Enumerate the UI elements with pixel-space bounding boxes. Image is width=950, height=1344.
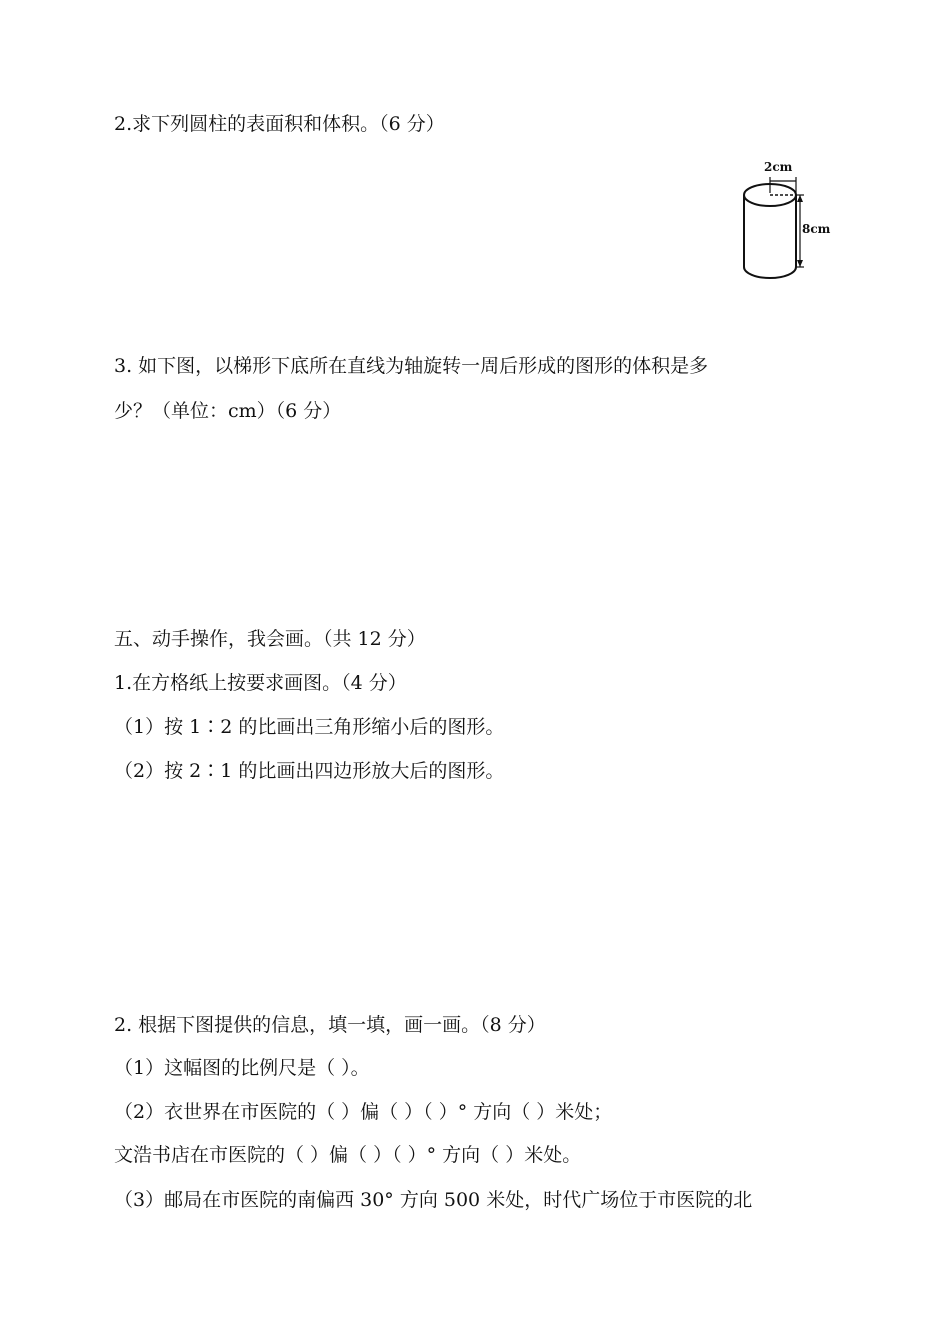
section-5-question-1-title: 1.在方格纸上按要求画图。（4 分）: [114, 672, 407, 694]
section-5-title: 五、动手操作，我会画。（共 12 分）: [114, 628, 426, 650]
diameter-label: 2cm: [764, 160, 793, 174]
cylinder-bottom-arc: [744, 267, 796, 278]
section-5-question-2-sub-2-line-2: 文浩书店在市医院的（ ）偏（ ）（ ）° 方向（ ）米处。: [114, 1144, 582, 1166]
height-label: 8cm: [802, 222, 831, 236]
section-5-question-2-title: 2. 根据下图提供的信息，填一填，画一画。（8 分）: [114, 1014, 546, 1036]
section-5-question-2-sub-2-line-1: （2）衣世界在市医院的（ ）偏（ ）（ ）° 方向（ ）米处；: [114, 1101, 613, 1123]
section-5-question-2-sub-1: （1）这幅图的比例尺是（ ）。: [114, 1057, 370, 1079]
section-5-question-1-sub-1: （1）按 1∶2 的比画出三角形缩小后的图形。: [114, 716, 505, 738]
section-5-question-1-sub-2: （2）按 2∶1 的比画出四边形放大后的图形。: [114, 760, 505, 782]
question-2-title: 2.求下列圆柱的表面积和体积。（6 分）: [114, 113, 445, 135]
question-3-line-2: 少？（单位：cm）（6 分）: [114, 400, 342, 422]
question-3-line-1: 3. 如下图，以梯形下底所在直线为轴旋转一周后形成的图形的体积是多: [114, 355, 709, 377]
section-5-question-2-sub-3-line-1: （3）邮局在市医院的南偏西 30° 方向 500 米处，时代广场位于市医院的北: [114, 1189, 753, 1211]
cylinder-figure: [736, 155, 846, 283]
